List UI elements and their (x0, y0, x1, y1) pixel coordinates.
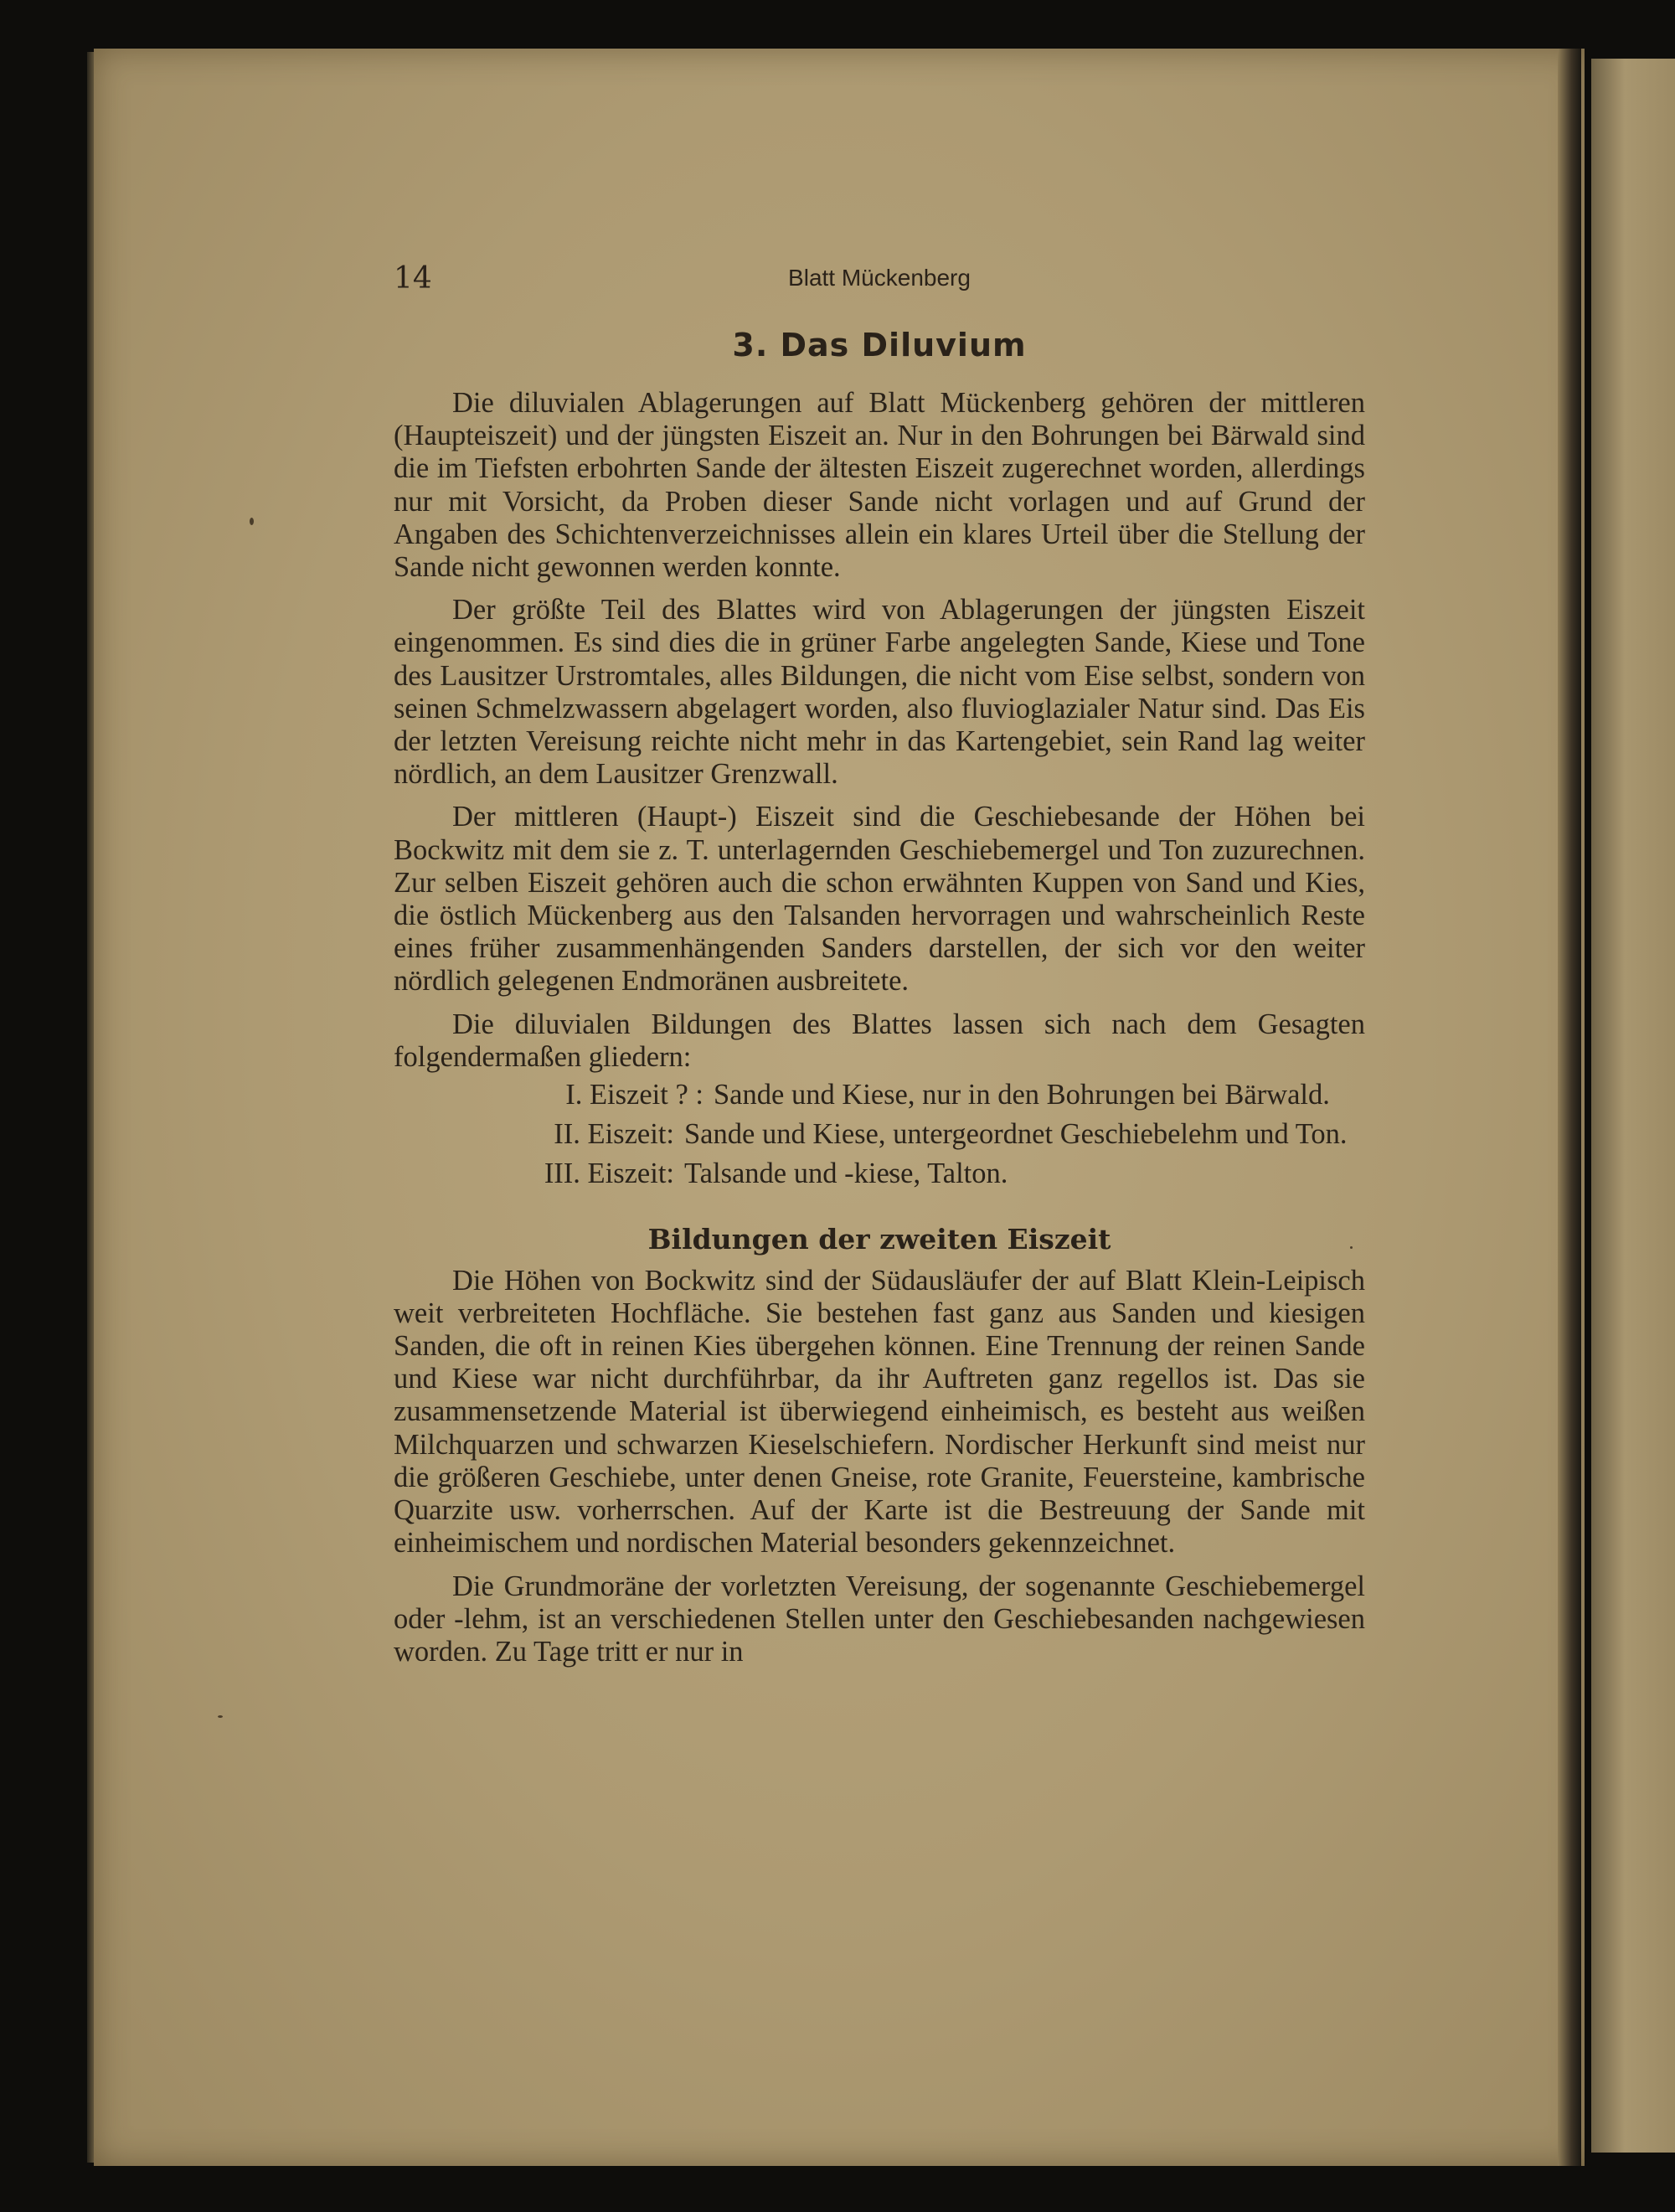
division-item (523, 1079, 1365, 1111)
facing-page-edge (1591, 59, 1675, 2153)
division-item (509, 1158, 1365, 1190)
running-title: Blatt Mückenberg (788, 265, 971, 291)
paper-speck (218, 1715, 223, 1718)
division-text: Sande und Kiese, untergeordnet Geschiebelehm und Ton. (684, 1118, 1348, 1151)
page-body (394, 327, 1365, 1678)
paper-speck (250, 518, 254, 525)
paragraph: Die Grundmoräne der vorletzten Vereisung, der sogenannte Geschiebemergel oder -lehm, ist an verschiedenen Stellen unter den Geschiebesanden nachgewiesen worden. Zu Tage tritt er nur in (394, 1570, 1365, 1668)
page-gutter-fold (1558, 49, 1581, 2166)
subsection-heading: Bildungen der zweiten Eiszeit (647, 1222, 1111, 1256)
section-heading: 3. Das Diluvium (732, 327, 1027, 364)
division-label: III. Eiszeit: (544, 1158, 674, 1190)
running-head (394, 261, 1365, 303)
paragraph: Die Höhen von Bockwitz sind der Südausläufer der auf Blatt Klein-Leipisch weit verbreiteten Hochfläche. Sie bestehen fast ganz aus Sanden und kiesigen Sanden, die oft in reinen Kies übergehen können. Eine Trennung der reinen Sande und Kiese war nicht durchführbar, da ihr Auftreten ganz regellos ist. Das sie zusammensetzende Material ist überwiegend einheimisch, es besteht aus weißen Milchquarzen und schwarzen Kieselschiefern. Nordischer Herkunft sind meist nur die größeren Geschiebe, unter denen Gneise, rote Granite, Feuersteine, kambrische Quarzite usw. vorherrschen. Auf der Karte ist die Bestreuung der Sande mit einheimischem und nordischen Material besonders gekennzeichnet. (394, 1264, 1365, 1560)
division-label: I. Eiszeit ? : (565, 1079, 704, 1111)
paragraph: Der mittleren (Haupt-) Eiszeit sind die Geschiebesande der Höhen bei Bockwitz mit dem sie z. T. unterlagernden Geschiebemergel und Ton zuzurechnen. Zur selben Eiszeit gehören auch die schon erwähnten Kuppen von Sand und Kies, die östlich Mückenberg aus den Talsanden hervorragen und wahrscheinlich Reste eines früher zusammenhängenden Sanders darstellen, der sich vor den weiter nördlich gelegenen Endmoränen ausbreitete. (394, 801, 1365, 998)
paragraph: Die diluvialen Bildungen des Blattes lassen sich nach dem Gesagten folgendermaßen gliedern: (394, 1008, 1365, 1073)
paragraph: Die diluvialen Ablagerungen auf Blatt Mückenberg gehören der mittleren (Haupteiszeit) und der jüngsten Eiszeit an. Nur in den Bohrungen bei Bärwald sind die im Tiefsten erbohrten Sande der ältesten Eiszeit zugerechnet worden, allerdings nur mit Vorsicht, da Proben dieser Sande nicht vorlagen und auf Grund der Angaben des Schichtenverzeichnisses allein ein klares Urteil über die Stellung der Sande nicht gewonnen werden konnte. (394, 387, 1365, 584)
division-label: II. Eiszeit: (554, 1118, 674, 1151)
division-text: Sande und Kiese, nur in den Bohrungen bei Bärwald. (714, 1079, 1330, 1111)
paragraph: Der größte Teil des Blattes wird von Ablagerungen der jüngsten Eiszeit eingenommen. Es sind dies die in grüner Farbe angelegten Sande, Kiese und Tone des Lausitzer Urstromtales, alles Bildungen, die nicht vom Eise selbst, sondern von seinen Schmelzwassern abgelagert worden, also fluvioglazialer Natur sind. Das Eis der letzten Vereisung reichte nicht mehr in das Kartengebiet, sein Rand lag weiter nördlich, an dem Lausitzer Grenzwall. (394, 594, 1365, 791)
division-item (523, 1118, 1365, 1151)
page-number: 14 (394, 261, 432, 296)
division-text: Talsande und -kiese, Talton. (684, 1158, 1008, 1190)
